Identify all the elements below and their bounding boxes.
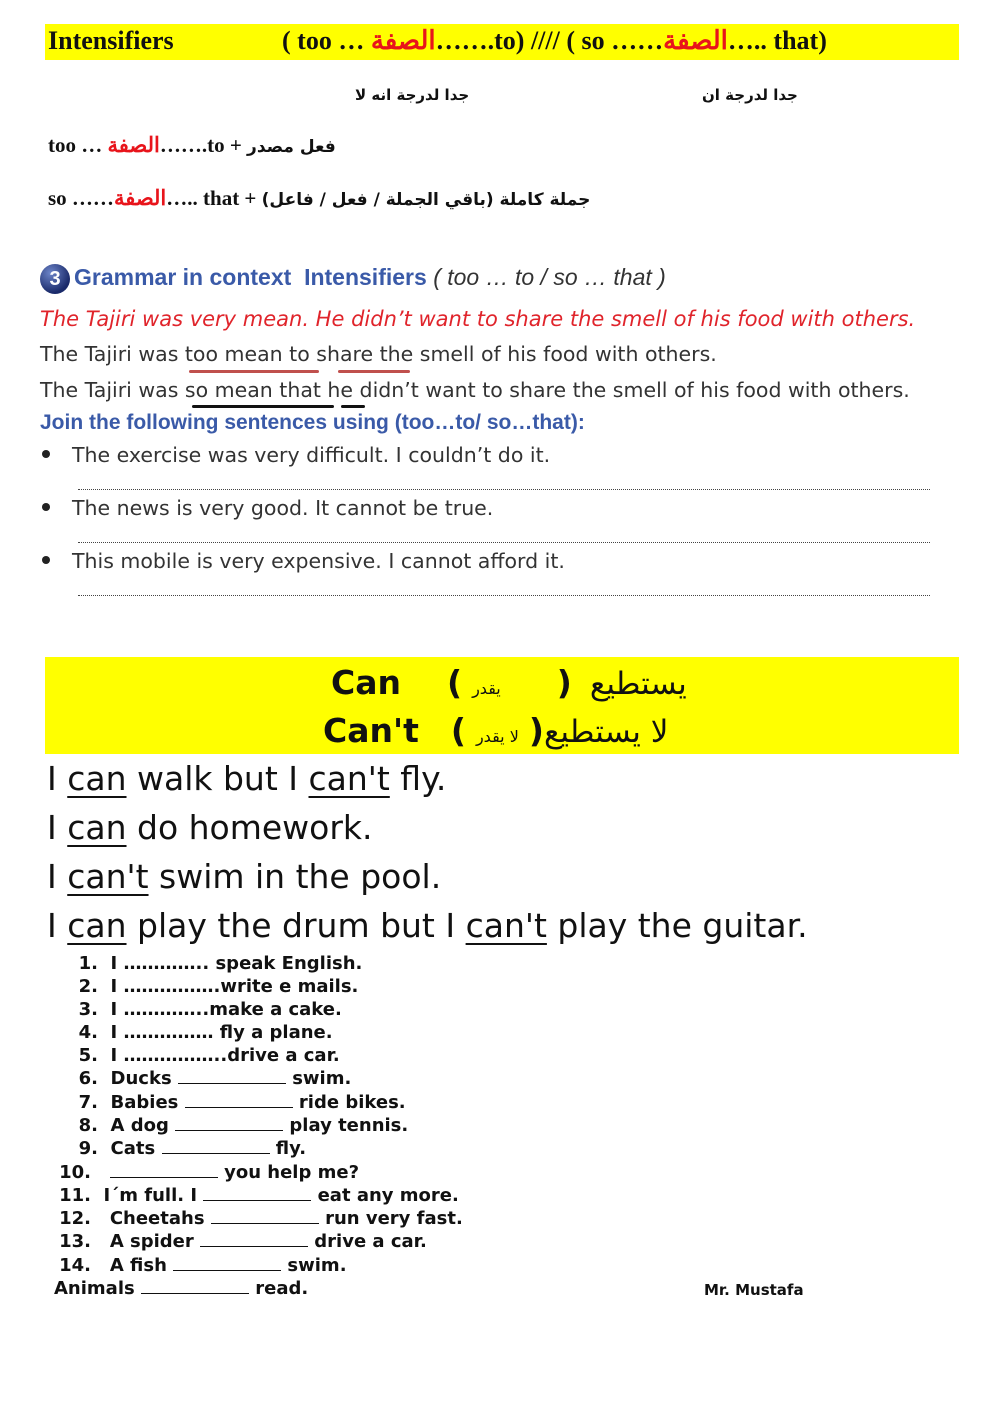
list-item xyxy=(42,549,565,573)
item-number: 1. xyxy=(78,953,98,974)
grammar-topic: Intensifiers xyxy=(304,264,427,291)
item-text: swim. xyxy=(285,1068,352,1089)
item-text: eat any more. xyxy=(311,1185,459,1206)
answer-gap[interactable]: ……………. xyxy=(123,976,221,997)
underline-share xyxy=(338,370,410,373)
item-number: 4. xyxy=(78,1022,98,1043)
item-text: I xyxy=(110,999,124,1020)
grammar-heading-text: Grammar in context xyxy=(74,264,292,291)
bullet-icon xyxy=(42,556,50,564)
item-number: 8. xyxy=(78,1115,98,1136)
bullet-icon xyxy=(42,503,50,511)
join-instruction: Join the following sentences using (too…to/ so…that): xyxy=(40,411,585,434)
item-text: A spider xyxy=(103,1231,201,1252)
item-text: Cheetahs xyxy=(103,1208,211,1229)
example-text: walk but I xyxy=(126,759,309,798)
item-number: 9. xyxy=(78,1138,98,1159)
example-text: I xyxy=(47,759,68,798)
example-modal: can xyxy=(67,759,127,798)
item-text: swim. xyxy=(281,1255,347,1276)
so-rule xyxy=(48,186,590,211)
example-so: The Tajiri was so mean that he didn’t want to share the smell of his food with others. xyxy=(40,378,910,402)
item-number: 2. xyxy=(78,976,98,997)
answer-blank[interactable] xyxy=(185,1093,293,1108)
item-text: drive a car. xyxy=(308,1231,427,1252)
can-heading: Can ( يقدر ) يستطيع xyxy=(331,663,687,702)
example-text: swim in the pool. xyxy=(148,857,442,896)
can-example xyxy=(47,857,441,896)
item-text: I xyxy=(110,1022,124,1043)
item-text: you help me? xyxy=(217,1162,360,1183)
example-text: I xyxy=(47,906,68,945)
example-text: play the drum but I xyxy=(126,906,466,945)
item-text: read. xyxy=(248,1278,309,1299)
item-number: 10. xyxy=(59,1162,91,1183)
item-text: A dog xyxy=(110,1115,176,1136)
item-text: I xyxy=(110,976,124,997)
rule-arabic: جملة كاملة (باقي الجملة / فعل / فاعل) xyxy=(261,190,591,210)
formula-part: ( too … xyxy=(282,26,371,55)
item-number: 11. xyxy=(59,1185,91,1206)
intensifier-formula xyxy=(282,26,827,56)
can-example xyxy=(47,906,808,945)
rule-arabic: فعل مصدر xyxy=(247,137,336,157)
exercise-item xyxy=(68,1115,408,1136)
underline-so-mean-that xyxy=(192,405,334,408)
item-text: Cats xyxy=(110,1138,162,1159)
rule-part: ….. that + xyxy=(166,186,262,210)
answer-gap[interactable]: ………….. xyxy=(123,953,210,974)
cant-arabic: لا يستطيع xyxy=(543,714,669,750)
can-example xyxy=(47,759,446,798)
bullet-icon xyxy=(42,450,50,458)
exercise-item xyxy=(68,1045,340,1066)
section-number-badge: 3 xyxy=(40,264,70,294)
answer-line[interactable] xyxy=(78,595,930,596)
example-modal: can't xyxy=(308,759,390,798)
example-modal: can't xyxy=(67,857,149,896)
exercise-item xyxy=(55,1208,463,1229)
rule-adjective: الصفة xyxy=(113,186,167,210)
can-arabic-small: يقدر xyxy=(472,679,501,698)
too-rule xyxy=(48,133,336,158)
item-number: 6. xyxy=(78,1068,98,1089)
formula-adjective: الصفة xyxy=(370,26,436,55)
so-meaning: جدا لدرجة ان xyxy=(702,86,798,104)
answer-blank[interactable] xyxy=(141,1279,249,1294)
underline-too-mean-to xyxy=(189,370,319,373)
item-text: Animals xyxy=(54,1278,141,1299)
example-red-text: The Tajiri was very mean. He didn’t want to share the smell of his food with others. xyxy=(40,307,916,331)
exercise-item xyxy=(68,1138,306,1159)
item-text: Ducks xyxy=(110,1068,178,1089)
answer-blank[interactable] xyxy=(211,1209,319,1224)
can-arabic: يستطيع xyxy=(589,666,687,702)
page-title: Intensifiers xyxy=(48,26,174,55)
rule-part: …….to + xyxy=(159,133,248,157)
formula-part: …….to) //// ( so …… xyxy=(435,26,664,55)
item-number: 14. xyxy=(59,1255,91,1276)
example-too: The Tajiri was too mean to share the smell of his food with others. xyxy=(40,342,717,366)
cant-word: Can't xyxy=(323,711,419,750)
item-number: 7. xyxy=(78,1092,98,1113)
item-text: write e mails. xyxy=(220,976,359,997)
answer-blank[interactable] xyxy=(173,1256,281,1271)
answer-gap[interactable]: ………….. xyxy=(123,999,210,1020)
example-red xyxy=(40,307,915,331)
list-item xyxy=(42,496,493,520)
can-word: Can xyxy=(331,663,401,702)
example-text: fly. xyxy=(389,759,447,798)
grammar-topic-note: ( too … to / so … that ) xyxy=(433,264,666,291)
item-text: ride bikes. xyxy=(292,1092,406,1113)
item-text: play tennis. xyxy=(283,1115,409,1136)
grammar-heading xyxy=(40,264,666,294)
example-text: I xyxy=(47,857,68,896)
item-text: I xyxy=(110,1045,124,1066)
rule-part: too … xyxy=(48,133,108,157)
item-text: make a cake. xyxy=(209,999,342,1020)
item-number: 5. xyxy=(78,1045,98,1066)
exercise-item xyxy=(55,1162,359,1183)
example-text: do homework. xyxy=(126,808,373,847)
item-text: fly. xyxy=(269,1138,307,1159)
rule-part: so …… xyxy=(48,186,114,210)
exercise-item xyxy=(68,1022,333,1043)
exercise-item xyxy=(68,1092,406,1113)
item-text: run very fast. xyxy=(318,1208,463,1229)
cant-heading: Can't ( لا يقدر )لا يستطيع xyxy=(323,711,669,750)
answer-line[interactable] xyxy=(78,489,930,490)
exercise-item xyxy=(55,1255,347,1276)
author-signature: Mr. Mustafa xyxy=(704,1281,804,1299)
answer-line[interactable] xyxy=(78,542,930,543)
exercise-item xyxy=(68,953,362,974)
example-text: I xyxy=(47,808,68,847)
cant-arabic-small: لا يقدر xyxy=(475,727,519,746)
answer-gap[interactable]: …………… xyxy=(123,1022,214,1043)
example-modal: can xyxy=(67,906,127,945)
answer-blank[interactable] xyxy=(110,1163,218,1178)
example-modal: can't xyxy=(465,906,547,945)
exercise-item xyxy=(54,1278,308,1299)
item-text: fly a plane. xyxy=(213,1022,333,1043)
rule-adjective: الصفة xyxy=(107,133,160,157)
list-item-text: This mobile is very expensive. I cannot afford it. xyxy=(72,549,565,573)
item-number: 3. xyxy=(78,999,98,1020)
formula-adjective: الصفة xyxy=(663,26,728,55)
can-example xyxy=(47,808,373,847)
item-text: drive a car. xyxy=(227,1045,340,1066)
exercise-item xyxy=(68,999,342,1020)
underline-he xyxy=(341,405,365,408)
exercise-item xyxy=(55,1185,459,1206)
example-text: play the guitar. xyxy=(546,906,808,945)
exercise-item xyxy=(68,976,358,997)
answer-blank[interactable] xyxy=(203,1186,311,1201)
item-number: 13. xyxy=(59,1231,91,1252)
list-item-text: The news is very good. It cannot be true. xyxy=(72,496,494,520)
item-text: I´m full. I xyxy=(103,1185,204,1206)
answer-blank[interactable] xyxy=(175,1116,283,1131)
list-item xyxy=(42,443,550,467)
answer-blank[interactable] xyxy=(200,1232,308,1247)
answer-gap[interactable]: …………….. xyxy=(123,1045,228,1066)
answer-blank[interactable] xyxy=(162,1139,270,1154)
answer-blank[interactable] xyxy=(178,1069,286,1084)
item-text: A fish xyxy=(103,1255,174,1276)
item-number: 12. xyxy=(59,1208,91,1229)
exercise-item xyxy=(68,1068,351,1089)
item-text: Babies xyxy=(110,1092,185,1113)
too-meaning: جدا لدرجة انه لا xyxy=(355,86,470,104)
exercise-item xyxy=(55,1231,427,1252)
item-text: speak English. xyxy=(209,953,363,974)
example-modal: can xyxy=(67,808,127,847)
formula-part: ….. that) xyxy=(727,26,827,55)
item-text: I xyxy=(110,953,124,974)
list-item-text: The exercise was very difficult. I couldn’t do it. xyxy=(72,443,551,467)
